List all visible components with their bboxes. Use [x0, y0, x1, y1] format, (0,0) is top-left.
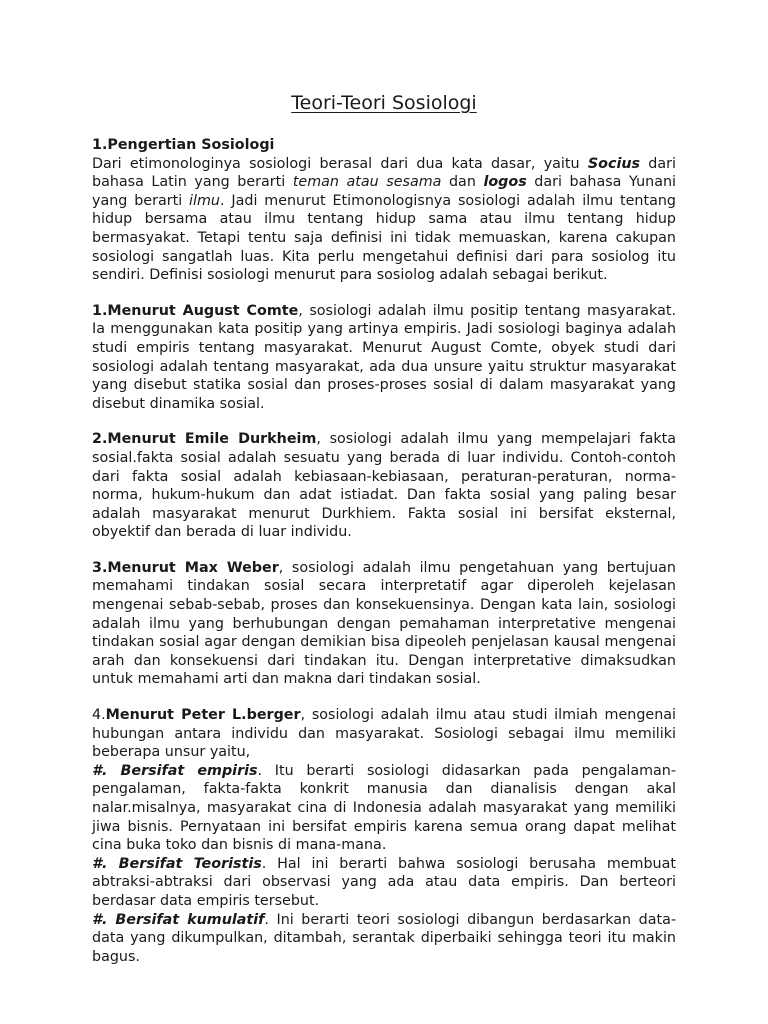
text-run: , sosiologi adalah ilmu atau studi ilmiah mengenai hubungan antara individu dan masyarakat. Sosiologi sebagai ilmu memiliki beberapa unsur yaitu, — [92, 707, 677, 761]
term-logos: logos — [483, 174, 527, 191]
text-run: . Hal ini berarti bahwa sosiologi berusaha membuat abtraksi-abtraksi dari observasi yang ada atau data empiris. Dan berteori berdasar data empiris tersebut. — [92, 855, 676, 909]
section-comte — [92, 302, 676, 414]
list-item-teoristis — [92, 855, 676, 911]
item-label: #. Bersifat empiris — [92, 762, 258, 779]
author-name: 3.Menurut Max Weber — [92, 559, 279, 576]
text-run: , sosiologi adalah ilmu yang mempelajari fakta sosial.fakta sosial adalah sesuatu yang berada di luar individu. Contoh-contoh dari fakta sosial adalah kebiasaan-kebiasaan, peraturan-peraturan, norma-norma, hukum-hukum dan adat istiadat. Dan fakta sosial yang paling besar adalah masyarakat menurut Durkhiem. Fakta sosial ini bersifat eksternal, obyektif dan berada di luar individu. — [92, 431, 676, 541]
term-ilmu: ilmu — [189, 192, 220, 209]
section-durkheim — [92, 430, 676, 542]
text-run: . Jadi menurut Etimonologisnya sosiologi adalah ilmu tentang hidup bersama atau ilmu tentang hidup sama atau ilmu tentang hidup bermasyakat. Tetapi tentu saja definisi ini tidak memuaskan, karena cakupan sosiologi sangatlah luas. Kita perlu mengetahui definisi dari para sosiolog itu sendiri. Definisi sosiologi menurut para sosiolog adalah sebagai berikut. — [92, 192, 676, 284]
text-run: , sosiologi adalah ilmu pengetahuan yang bertujuan memahami tindakan sosial secara interpretatif agar diperoleh kejelasan mengenai sebab-sebab, proses dan konsekuensinya. Dengan kata lain, sosiologi adalah ilmu yang berhubungan dengan pemahaman interpretative mengenai tindakan sosial agar dengan demikian bisa dipeoleh penjelasan kausal mengenai arah dan konsekuensi dari tindakan itu. Dengan interpretative dimaksudkan untuk memahami arti dan makna dari tindakan sosial. — [92, 559, 676, 688]
author-number: 4. — [92, 707, 106, 724]
section-paragraph — [92, 706, 676, 762]
text-run: dari bahasa Latin yang berarti — [92, 155, 676, 191]
author-name: 2.Menurut Emile Durkheim — [92, 431, 317, 448]
section-paragraph — [92, 302, 676, 414]
text-run: . Itu berarti sosiologi didasarkan pada pengalaman-pengalaman, fakta-fakta konkrit manusia dan dianalisis dengan akal nalar.misalnya, masyarakat cina di Indonesia adalah masyarakat yang memiliki jiwa bisnis. Pernyataan ini bersifat empiris karena semua orang dapat melihat cina buka toko dan bisnis di mana-mana. — [92, 762, 677, 854]
author-name: 1.Menurut August Comte — [92, 302, 299, 319]
list-item-kumulatif — [92, 911, 676, 967]
section-berger — [92, 706, 676, 966]
author-name: Menurut Peter L.berger — [105, 707, 301, 724]
text-run: Dari etimonologinya sosiologi berasal dari dua kata dasar, yaitu — [92, 155, 588, 172]
list-item-empiris — [92, 762, 676, 855]
section-pengertian — [92, 136, 676, 285]
section-paragraph — [92, 559, 676, 689]
section-paragraph — [92, 155, 676, 285]
document-title: Teori-Teori Sosiologi — [291, 92, 477, 114]
text-run: dan — [441, 174, 484, 191]
text-run: , sosiologi adalah ilmu positip tentang masyarakat. Ia menggunakan kata positip yang artinya empiris. Jadi sosiologi baginya adalah studi empiris tentang masyarakat. Menurut August Comte, obyek studi dari sosiologi adalah tentang masyarakat, ada dua unsure yaitu struktur masyarakat yang disebut statika sosial dan proses-proses sosial di dalam masyarakat yang disebut dinamika sosial. — [92, 302, 676, 412]
text-run: . Ini berarti teori sosiologi dibangun berdasarkan data-data yang dikumpulkan, ditambah, serantak diperbaiki sehingga teori itu makin bagus. — [92, 911, 676, 965]
term-teman: teman atau sesama — [292, 174, 442, 191]
section-weber — [92, 559, 676, 689]
item-label: #. Bersifat kumulatif — [92, 911, 265, 928]
item-label: #. Bersifat Teoristis — [92, 855, 262, 872]
term-socius: Socius — [587, 155, 641, 172]
text-run: dari bahasa Yunani yang berarti — [92, 174, 676, 209]
section-paragraph — [92, 430, 676, 542]
section-heading: 1.Pengertian Sosiologi — [92, 137, 275, 153]
